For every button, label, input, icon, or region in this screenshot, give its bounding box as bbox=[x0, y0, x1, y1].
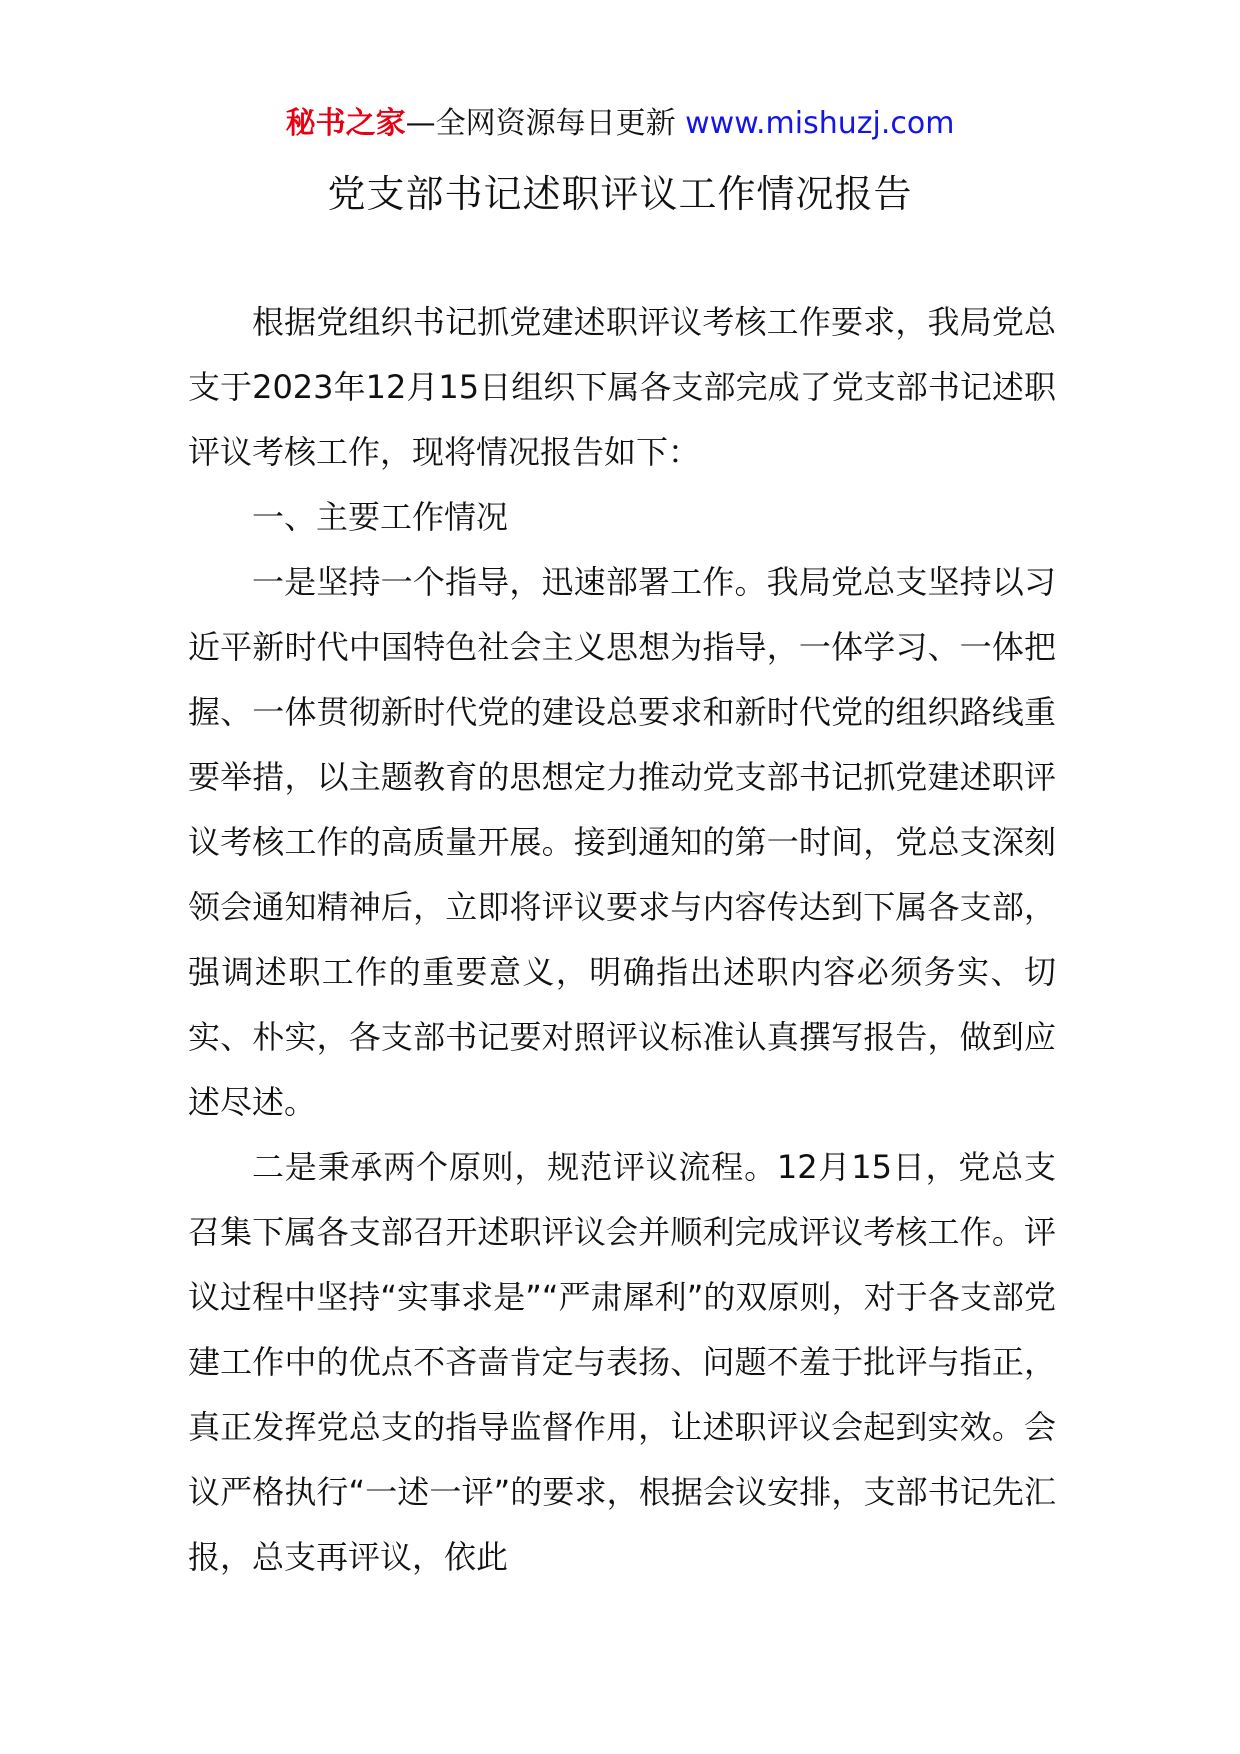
paragraph-point-one: 一是坚持一个指导，迅速部署工作。我局党总支坚持以习近平新时代中国特色社会主义思想为指导，一体学习、一体把握、一体贯彻新时代党的建设总要求和新时代党的组织路线重要举措，以主题教育的思想定力推动党支部书记抓党建述职评议考核工作的高质量开展。接到通知的第一时间，党总支深刻领会通知精神后，立即将评议要求与内容传达到下属各支部，强调述职工作的重要意义，明确指出述职内容必须务实、切实、朴实，各支部书记要对照评议标准认真撰写报告，做到应述尽述。 bbox=[188, 563, 1056, 1121]
paragraph-intro: 根据党组织书记抓党建述职评议考核工作要求，我局党总支于2023年12月15日组织下属各支部完成了党支部书记述职评议考核工作，现将情况报告如下： bbox=[188, 303, 1056, 471]
paragraph-point-two: 二是秉承两个原则，规范评议流程。12月15日，党总支召集下属各支部召开述职评议会并顺利完成评议考核工作。评议过程中坚持“实事求是”“严肃犀利”的双原则，对于各支部党建工作中的优点不吝啬肯定与表扬、问题不羞于批评与指正，真正发挥党总支的指导监督作用，让述职评议会起到实效。会议严格执行“一述一评”的要求，根据会议安排，支部书记先汇报，总支再评议，依此 bbox=[188, 1148, 1056, 1576]
document-body bbox=[188, 290, 1056, 1590]
section-heading: 一、主要工作情况 bbox=[252, 498, 509, 536]
site-header bbox=[0, 102, 1240, 146]
document-title: 党支部书记述职评议工作情况报告 bbox=[327, 172, 913, 216]
brand-name: 秘书之家 bbox=[285, 106, 406, 141]
header-tagline: —全网资源每日更新 bbox=[405, 106, 676, 141]
site-url-link[interactable]: www.mishuzj.com bbox=[685, 106, 955, 141]
